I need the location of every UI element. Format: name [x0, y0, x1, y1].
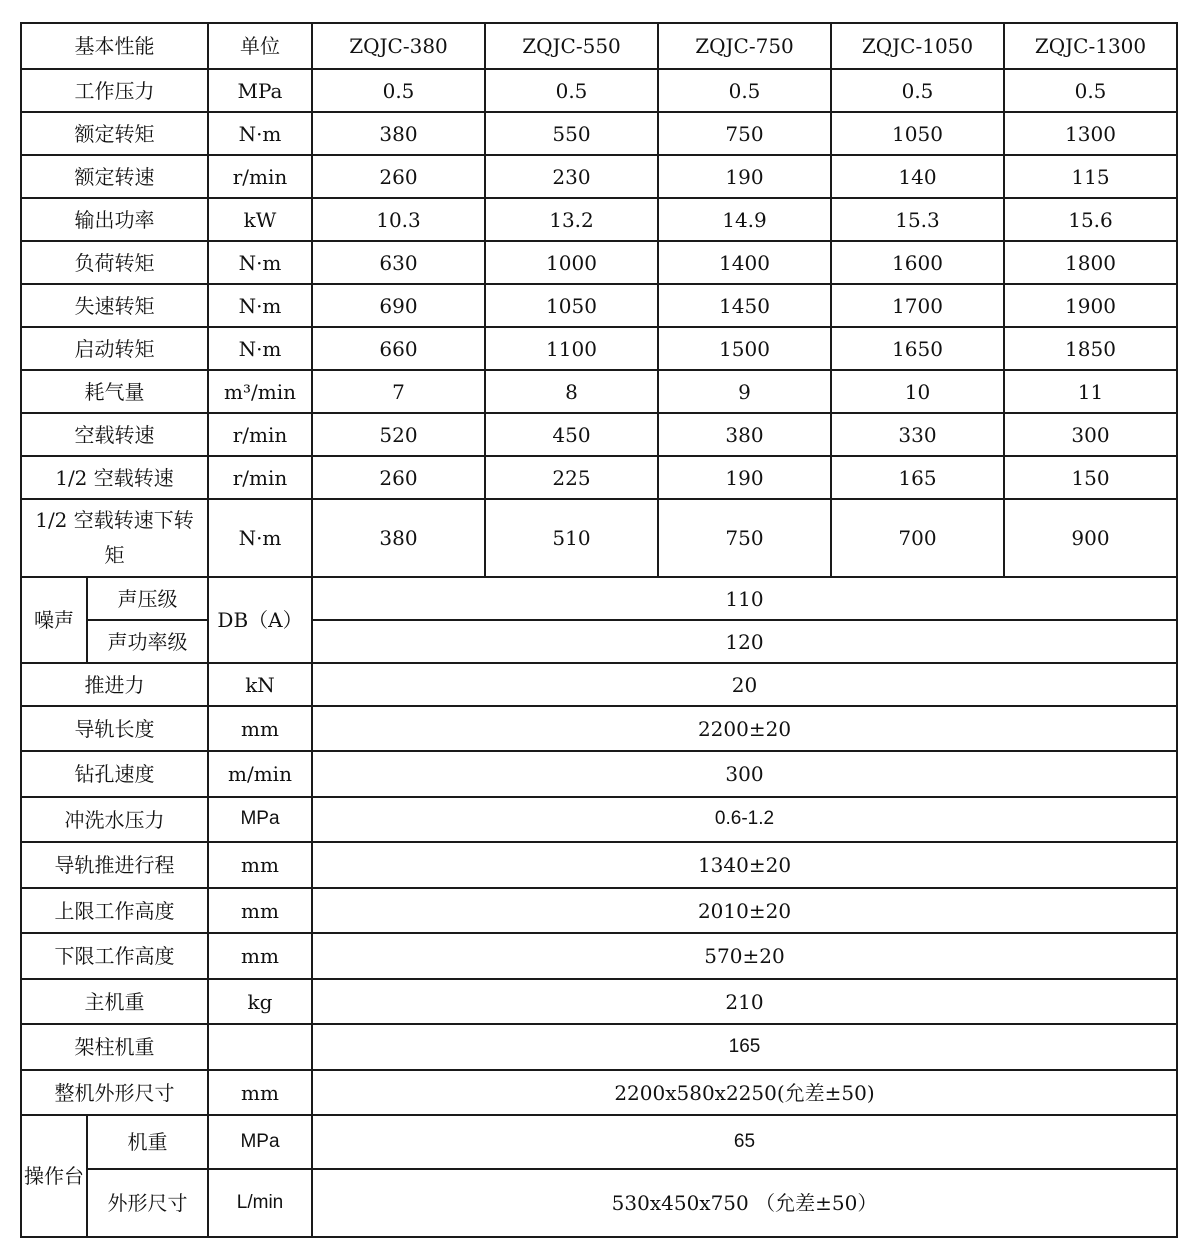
row-label: 导轨长度 — [21, 706, 208, 751]
header-model: ZQJC-1300 — [1004, 23, 1177, 69]
table-row — [21, 112, 1177, 155]
row-value: 1450 — [658, 284, 831, 327]
row-value: 510 — [485, 499, 658, 577]
row-value: 140 — [831, 155, 1004, 198]
table-row — [21, 327, 1177, 370]
row-label: 上限工作高度 — [21, 888, 208, 933]
row-value: 1800 — [1004, 241, 1177, 284]
row-value: 0.5 — [1004, 69, 1177, 112]
row-value: 230 — [485, 155, 658, 198]
table-row — [21, 888, 1177, 933]
row-unit: N·m — [208, 499, 312, 577]
row-value: 2200±20 — [312, 706, 1177, 751]
table-row — [21, 751, 1177, 797]
table-row — [21, 413, 1177, 456]
row-value: 150 — [1004, 456, 1177, 499]
row-label: 下限工作高度 — [21, 933, 208, 979]
row-unit: N·m — [208, 112, 312, 155]
row-label: 架柱机重 — [21, 1024, 208, 1070]
row-unit: m³/min — [208, 370, 312, 413]
row-value: 260 — [312, 456, 485, 499]
row-value: 2200x580x2250(允差±50) — [312, 1070, 1177, 1115]
row-value: 1100 — [485, 327, 658, 370]
row-value: 300 — [1004, 413, 1177, 456]
table-row — [21, 842, 1177, 888]
row-value: 380 — [658, 413, 831, 456]
row-unit: r/min — [208, 456, 312, 499]
row-unit: m/min — [208, 751, 312, 797]
row-value: 15.6 — [1004, 198, 1177, 241]
table-row — [21, 663, 1177, 706]
row-value: 165 — [312, 1024, 1177, 1070]
row-value: 0.5 — [485, 69, 658, 112]
row-label: 声功率级 — [87, 620, 208, 663]
row-unit: MPa — [208, 797, 312, 842]
row-value: 750 — [658, 499, 831, 577]
row-unit: kN — [208, 663, 312, 706]
noise-group-label: 噪声 — [21, 577, 87, 663]
row-value: 1700 — [831, 284, 1004, 327]
table-row — [21, 499, 1177, 577]
table-row — [21, 370, 1177, 413]
row-unit: N·m — [208, 241, 312, 284]
row-value: 1600 — [831, 241, 1004, 284]
row-value: 65 — [312, 1115, 1177, 1169]
row-value: 450 — [485, 413, 658, 456]
row-value: 1050 — [485, 284, 658, 327]
table-row — [21, 69, 1177, 112]
table-row — [21, 979, 1177, 1024]
row-value: 1050 — [831, 112, 1004, 155]
row-value: 380 — [312, 499, 485, 577]
row-value: 550 — [485, 112, 658, 155]
row-value: 700 — [831, 499, 1004, 577]
noise-row — [21, 577, 1177, 620]
row-label: 导轨推进行程 — [21, 842, 208, 888]
table-row — [21, 241, 1177, 284]
row-label: 耗气量 — [21, 370, 208, 413]
row-value: 900 — [1004, 499, 1177, 577]
row-value: 2010±20 — [312, 888, 1177, 933]
row-label: 输出功率 — [21, 198, 208, 241]
row-unit: N·m — [208, 327, 312, 370]
row-label: 推进力 — [21, 663, 208, 706]
row-value: 225 — [485, 456, 658, 499]
spec-table — [20, 22, 1178, 1238]
row-value: 0.5 — [658, 69, 831, 112]
row-label: 外形尺寸 — [87, 1169, 208, 1237]
row-unit: kW — [208, 198, 312, 241]
row-value: 1340±20 — [312, 842, 1177, 888]
row-value: 14.9 — [658, 198, 831, 241]
row-value: 750 — [658, 112, 831, 155]
row-value: 1900 — [1004, 284, 1177, 327]
table-row — [21, 706, 1177, 751]
row-unit: mm — [208, 933, 312, 979]
header-unit: 单位 — [208, 23, 312, 69]
noise-unit: DB（A） — [208, 577, 312, 663]
header-label: 基本性能 — [21, 23, 208, 69]
row-value: 15.3 — [831, 198, 1004, 241]
row-label: 1/2 空载转速 — [21, 456, 208, 499]
row-value: 0.6-1.2 — [312, 797, 1177, 842]
header-model: ZQJC-550 — [485, 23, 658, 69]
row-value: 0.5 — [831, 69, 1004, 112]
row-value: 1300 — [1004, 112, 1177, 155]
table-row — [21, 456, 1177, 499]
row-unit: MPa — [208, 1115, 312, 1169]
row-unit: r/min — [208, 413, 312, 456]
row-value: 1850 — [1004, 327, 1177, 370]
row-value: 260 — [312, 155, 485, 198]
row-value: 210 — [312, 979, 1177, 1024]
row-value: 630 — [312, 241, 485, 284]
row-value: 1400 — [658, 241, 831, 284]
header-model: ZQJC-380 — [312, 23, 485, 69]
row-value: 110 — [312, 577, 1177, 620]
table-row — [21, 933, 1177, 979]
console-row — [21, 1115, 1177, 1169]
row-unit: MPa — [208, 69, 312, 112]
header-row — [21, 23, 1177, 69]
console-row — [21, 1169, 1177, 1237]
row-label: 钻孔速度 — [21, 751, 208, 797]
row-value: 10.3 — [312, 198, 485, 241]
header-model: ZQJC-1050 — [831, 23, 1004, 69]
row-value: 120 — [312, 620, 1177, 663]
row-unit: mm — [208, 842, 312, 888]
row-value: 115 — [1004, 155, 1177, 198]
row-value: 300 — [312, 751, 1177, 797]
row-value: 190 — [658, 155, 831, 198]
row-label: 额定转矩 — [21, 112, 208, 155]
console-group-label: 操作台 — [21, 1115, 87, 1237]
row-label: 整机外形尺寸 — [21, 1070, 208, 1115]
row-value: 570±20 — [312, 933, 1177, 979]
noise-row — [21, 620, 1177, 663]
row-value: 530x450x750 （允差±50） — [312, 1169, 1177, 1237]
row-label: 1/2 空载转速下转矩 — [21, 499, 208, 577]
row-label: 机重 — [87, 1115, 208, 1169]
row-value: 380 — [312, 112, 485, 155]
row-value: 20 — [312, 663, 1177, 706]
row-value: 13.2 — [485, 198, 658, 241]
table-row — [21, 797, 1177, 842]
row-value: 1650 — [831, 327, 1004, 370]
row-value: 660 — [312, 327, 485, 370]
table-row — [21, 1024, 1177, 1070]
row-label: 声压级 — [87, 577, 208, 620]
row-value: 1500 — [658, 327, 831, 370]
row-unit: mm — [208, 1070, 312, 1115]
row-unit: mm — [208, 706, 312, 751]
row-label: 额定转速 — [21, 155, 208, 198]
row-value: 330 — [831, 413, 1004, 456]
row-value: 8 — [485, 370, 658, 413]
row-label: 空载转速 — [21, 413, 208, 456]
header-model: ZQJC-750 — [658, 23, 831, 69]
row-unit — [208, 1024, 312, 1070]
row-value: 520 — [312, 413, 485, 456]
row-label: 冲洗水压力 — [21, 797, 208, 842]
row-unit: r/min — [208, 155, 312, 198]
row-label: 启动转矩 — [21, 327, 208, 370]
row-unit: N·m — [208, 284, 312, 327]
row-label: 主机重 — [21, 979, 208, 1024]
table-row — [21, 155, 1177, 198]
row-value: 11 — [1004, 370, 1177, 413]
row-label: 负荷转矩 — [21, 241, 208, 284]
row-value: 165 — [831, 456, 1004, 499]
table-row — [21, 284, 1177, 327]
row-value: 690 — [312, 284, 485, 327]
table-row — [21, 1070, 1177, 1115]
row-value: 1000 — [485, 241, 658, 284]
row-unit: kg — [208, 979, 312, 1024]
row-value: 0.5 — [312, 69, 485, 112]
row-unit: mm — [208, 888, 312, 933]
row-value: 10 — [831, 370, 1004, 413]
row-unit: L/min — [208, 1169, 312, 1237]
row-value: 9 — [658, 370, 831, 413]
row-label: 失速转矩 — [21, 284, 208, 327]
row-value: 190 — [658, 456, 831, 499]
row-value: 7 — [312, 370, 485, 413]
row-label: 工作压力 — [21, 69, 208, 112]
table-row — [21, 198, 1177, 241]
